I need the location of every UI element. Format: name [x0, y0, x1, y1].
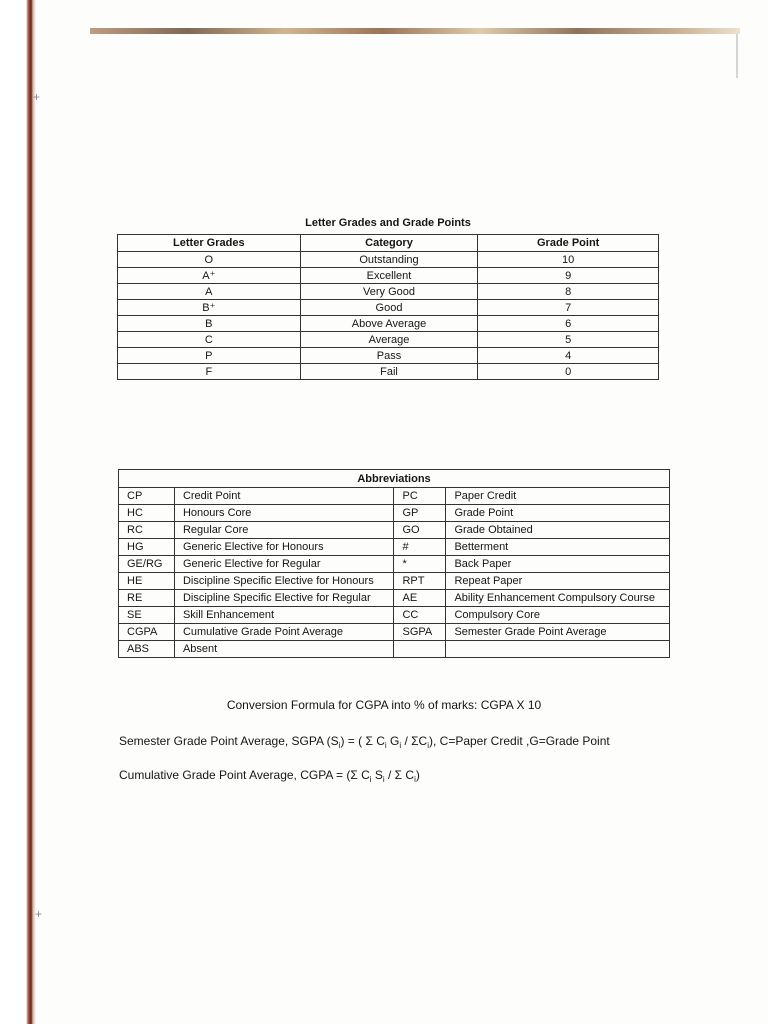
- grade-point-cell: 9: [478, 268, 659, 284]
- category-cell: Good: [300, 300, 478, 316]
- table-row: [119, 590, 670, 607]
- abbr-meaning-cell: Ability Enhancement Compulsory Course: [446, 590, 670, 607]
- table-row: [118, 300, 659, 316]
- table-row: [119, 505, 670, 522]
- abbr-meaning-cell: Generic Elective for Regular: [174, 556, 394, 573]
- grade-point-cell: 5: [478, 332, 659, 348]
- grades-header-row: [118, 235, 659, 252]
- grade-point-cell: 7: [478, 300, 659, 316]
- table-row: [119, 556, 670, 573]
- grade-cell: B: [118, 316, 301, 332]
- grades-table: [117, 234, 659, 380]
- grade-cell: O: [118, 252, 301, 268]
- cgpa-formula: Cumulative Grade Point Average, CGPA = (Σ $C_i$ $S_i$ / Σ $C_i$): [119, 768, 420, 784]
- abbr-meaning-cell: Paper Credit: [446, 488, 670, 505]
- conversion-formula: Conversion Formula for CGPA into % of marks: CGPA X 10: [226, 698, 542, 712]
- grade-point-cell: 8: [478, 284, 659, 300]
- registration-mark-icon: +: [33, 90, 41, 104]
- abbr-meaning-cell: Back Paper: [446, 556, 670, 573]
- category-cell: Pass: [300, 348, 478, 364]
- grade-point-cell: 4: [478, 348, 659, 364]
- table-row: [119, 607, 670, 624]
- grade-point-cell: 6: [478, 316, 659, 332]
- category-cell: Excellent: [300, 268, 478, 284]
- abbreviations-header-row: [119, 470, 670, 488]
- table-row: [119, 488, 670, 505]
- category-cell: Very Good: [300, 284, 478, 300]
- grade-cell: C: [118, 332, 301, 348]
- abbr-meaning-cell: Skill Enhancement: [174, 607, 394, 624]
- abbr-code-cell: HC: [119, 505, 175, 522]
- abbr-code-cell: CC: [394, 607, 446, 624]
- table-row: [118, 348, 659, 364]
- category-cell: Outstanding: [300, 252, 478, 268]
- abbr-code-cell: PC: [394, 488, 446, 505]
- abbr-meaning-cell: Betterment: [446, 539, 670, 556]
- table-row: [118, 284, 659, 300]
- abbr-meaning-cell: Grade Point: [446, 505, 670, 522]
- grade-cell: A: [118, 284, 301, 300]
- abbr-code-cell: GP: [394, 505, 446, 522]
- registration-mark-icon: +: [35, 907, 43, 921]
- abbr-meaning-cell: Absent: [174, 641, 394, 658]
- table-row: [119, 522, 670, 539]
- table-row: [119, 641, 670, 658]
- grade-point-cell: 10: [478, 252, 659, 268]
- table-row: [118, 316, 659, 332]
- abbr-meaning-cell: Discipline Specific Elective for Honours: [174, 573, 394, 590]
- abbr-meaning-cell: Repeat Paper: [446, 573, 670, 590]
- abbr-code-cell: GE/RG: [119, 556, 175, 573]
- abbr-meaning-cell: Discipline Specific Elective for Regular: [174, 590, 394, 607]
- abbr-meaning-cell: Credit Point: [174, 488, 394, 505]
- abbr-meaning-cell: [446, 641, 670, 658]
- abbr-code-cell: SE: [119, 607, 175, 624]
- abbr-code-cell: HG: [119, 539, 175, 556]
- table-row: [118, 252, 659, 268]
- abbr-code-cell: RC: [119, 522, 175, 539]
- table-row: [119, 539, 670, 556]
- abbr-code-cell: ABS: [119, 641, 175, 658]
- abbr-code-cell: [394, 641, 446, 658]
- abbr-code-cell: GO: [394, 522, 446, 539]
- grade-point-cell: 0: [478, 364, 659, 380]
- table-row: [118, 268, 659, 284]
- table-row: [119, 624, 670, 641]
- abbr-code-cell: *: [394, 556, 446, 573]
- abbr-meaning-cell: Compulsory Core: [446, 607, 670, 624]
- table-row: [118, 364, 659, 380]
- abbr-meaning-cell: Generic Elective for Honours: [174, 539, 394, 556]
- abbr-code-cell: #: [394, 539, 446, 556]
- abbr-meaning-cell: Grade Obtained: [446, 522, 670, 539]
- abbr-meaning-cell: Regular Core: [174, 522, 394, 539]
- header-category: Category: [300, 235, 478, 252]
- category-cell: Average: [300, 332, 478, 348]
- abbr-code-cell: CGPA: [119, 624, 175, 641]
- abbr-code-cell: RPT: [394, 573, 446, 590]
- header-grade-point: Grade Point: [478, 235, 659, 252]
- abbr-meaning-cell: Cumulative Grade Point Average: [174, 624, 394, 641]
- grades-table-title: Letter Grades and Grade Points: [305, 217, 471, 229]
- header-letter-grades: Letter Grades: [118, 235, 301, 252]
- abbreviations-title: Abbreviations: [119, 470, 670, 488]
- abbr-meaning-cell: Honours Core: [174, 505, 394, 522]
- abbr-code-cell: RE: [119, 590, 175, 607]
- sgpa-formula: Semester Grade Point Average, SGPA $(S_i)$ = ( Σ $C_i$ $G_i / \Sigma C_i$), C=Paper Credit ,G=Grade Point: [119, 734, 610, 750]
- abbr-code-cell: AE: [394, 590, 446, 607]
- grade-cell: B⁺: [118, 300, 301, 316]
- category-cell: Above Average: [300, 316, 478, 332]
- scan-top-band: [90, 28, 740, 34]
- category-cell: Fail: [300, 364, 478, 380]
- grade-cell: P: [118, 348, 301, 364]
- abbr-code-cell: CP: [119, 488, 175, 505]
- grade-cell: A⁺: [118, 268, 301, 284]
- table-row: [119, 573, 670, 590]
- grade-cell: F: [118, 364, 301, 380]
- abbr-meaning-cell: Semester Grade Point Average: [446, 624, 670, 641]
- abbr-code-cell: HE: [119, 573, 175, 590]
- scan-right-edge: [736, 34, 738, 78]
- scan-left-edge: [0, 0, 36, 1024]
- abbreviations-table: [118, 469, 670, 658]
- table-row: [118, 332, 659, 348]
- abbr-code-cell: SGPA: [394, 624, 446, 641]
